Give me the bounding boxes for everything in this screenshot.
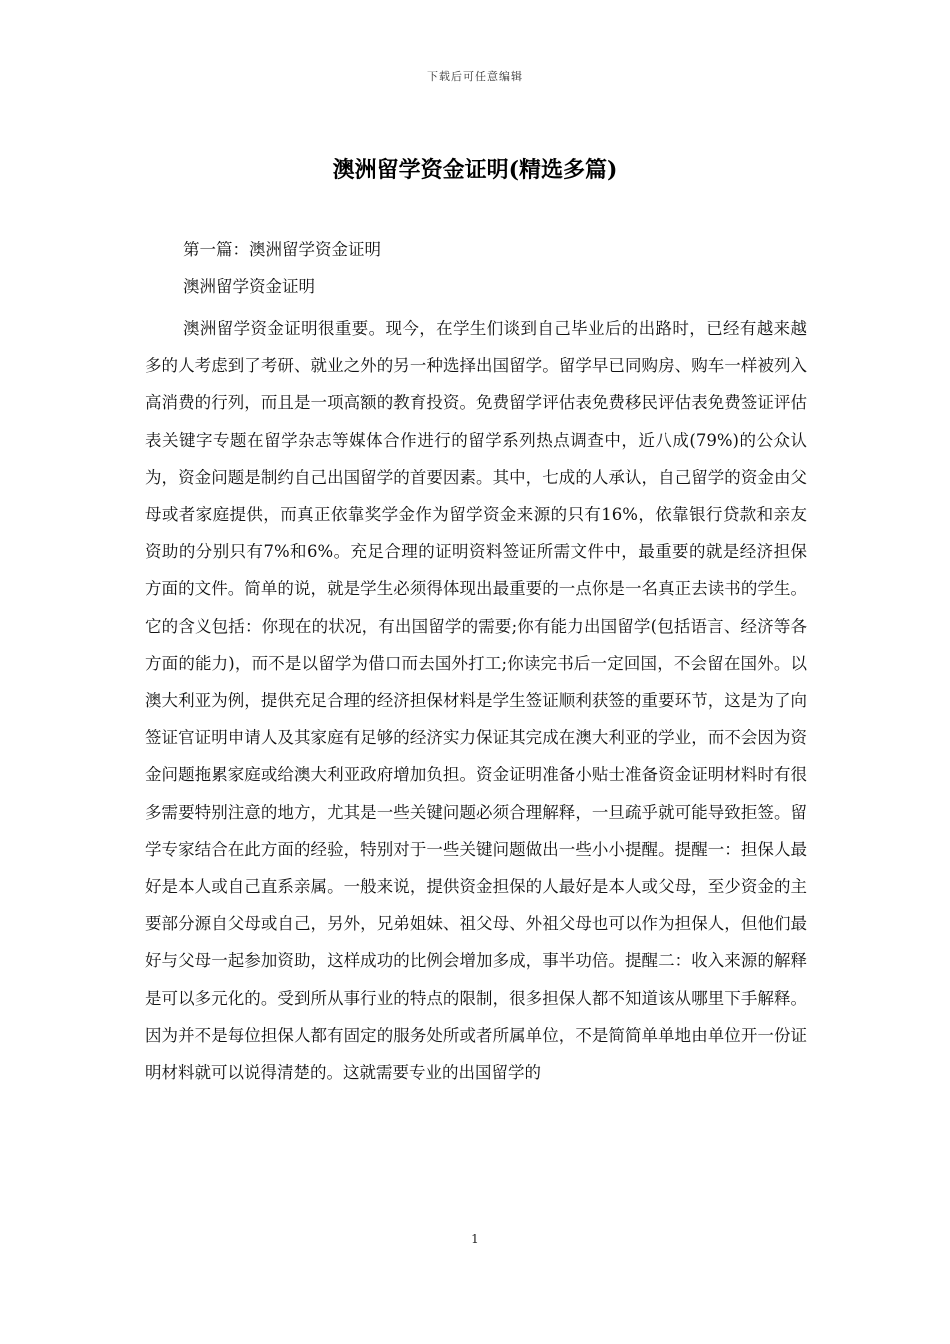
page-header-note: 下载后可任意编辑 <box>427 70 523 83</box>
page-number: 1 <box>471 1232 479 1246</box>
document-title: 澳洲留学资金证明(精选多篇) <box>332 157 618 183</box>
section-heading: 第一篇：澳洲留学资金证明 <box>183 240 381 259</box>
body-paragraph: 澳洲留学资金证明很重要。现今，在学生们谈到自己毕业后的出路时，已经有越来越多的人考虑到了考研、就业之外的另一种选择出国留学。留学早已同购房、购车一样被列入高消费的行列，而且是一项高额的教育投资。免费留学评估表免费移民评估表免费签证评估表关键字专题在留学杂志等媒体合作进行的留学系列热点调查中，近八成(79%)的公众认为，资金问题是制约自己出国留学的首要因素。其中，七成的人承认，自己留学的资金由父母或者家庭提供，而真正依靠奖学金作为留学资金来源的只有16%，依靠银行贷款和亲友资助的分别只有7%和6%。充足合理的证明资料签证所需文件中，最重要的就是经济担保方面的文件。简单的说，就是学生必须得体现出最重要的一点你是一名真正去读书的学生。它的含义包括：你现在的状况，有出国留学的需要;你有能力出国留学(包括语言、经济等各方面的能力)，而不是以留学为借口而去国外打工;你读完书后一定回国，不会留在国外。以澳大利亚为例，提供充足合理的经济担保材料是学生签证顺利获签的重要环节，这是为了向签证官证明申请人及其家庭有足够的经济实力保证其完成在澳大利亚的学业，而不会因为资金问题拖累家庭或给澳大利亚政府增加负担。资金证明准备小贴士准备资金证明材料时有很多需要特别注意的地方，尤其是一些关键问题必须合理解释，一旦疏乎就可能导致拒签。留学专家结合在此方面的经验，特别对于一些关键问题做出一些小小提醒。提醒一：担保人最好是本人或自己直系亲属。一般来说，提供资金担保的人最好是本人或父母，至少资金的主要部分源自父母或自己，另外，兄弟姐妹、祖父母、外祖父母也可以作为担保人，但他们最好与父母一起参加资助，这样成功的比例会增加多成，事半功倍。提醒二：收入来源的解释是可以多元化的。受到所从事行业的特点的限制，很多担保人都不知道该从哪里下手解释。因为并不是每位担保人都有固定的服务处所或者所属单位，不是简简单单地由单位开一份证明材料就可以说得清楚的。这就需要专业的出国留学的 <box>145 319 807 1083</box>
section-subheading: 澳洲留学资金证明 <box>183 277 315 296</box>
